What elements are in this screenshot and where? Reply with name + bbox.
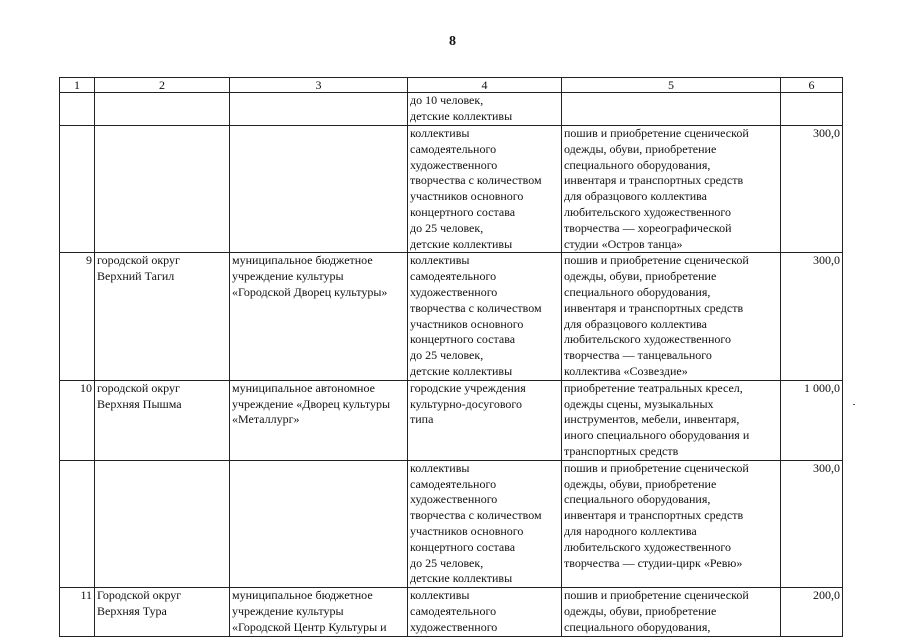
table-row [60, 93, 843, 126]
purpose-cell [562, 93, 781, 126]
amount-cell: 300,0 [781, 253, 843, 380]
purpose-cell: приобретение театральных кресел, одежды сцены, музыкальных инструментов, мебели, инвентаря, иного специального оборудования и транспортных средств [562, 380, 781, 460]
page-number: 8 [449, 34, 456, 49]
institution-cell: муниципальное бюджетное учреждение культуры «Городской Дворец культуры» [230, 253, 408, 380]
amount-cell: 200,0 [781, 588, 843, 636]
row-number [60, 126, 95, 253]
category-cell: коллективы самодеятельного художественного творчества с количеством участников основного концертного состава до 25 человек, детские коллективы [408, 460, 562, 587]
institution-cell [230, 93, 408, 126]
row-number: 11 [60, 588, 95, 636]
row-number: 9 [60, 253, 95, 380]
municipality-cell [95, 93, 230, 126]
col-header-2: 2 [95, 78, 230, 93]
municipality-cell: Городской округ Верхняя Тура [95, 588, 230, 636]
funding-table [59, 77, 843, 637]
municipality-cell [95, 126, 230, 253]
scan-speck [853, 404, 855, 405]
category-cell: до 10 человек, детские коллективы [408, 93, 562, 126]
table-row [60, 126, 843, 253]
table-row [60, 588, 843, 636]
institution-cell [230, 460, 408, 587]
row-number [60, 460, 95, 587]
col-header-1: 1 [60, 78, 95, 93]
institution-cell [230, 126, 408, 253]
amount-cell: 300,0 [781, 460, 843, 587]
col-header-6: 6 [781, 78, 843, 93]
col-header-5: 5 [562, 78, 781, 93]
purpose-cell: пошив и приобретение сценической одежды, обуви, приобретение специального оборудования, инвентаря и транспортных средств для образцового коллектива любительского художественного творчества — хореографической студии «Остров танца» [562, 126, 781, 253]
purpose-cell: пошив и приобретение сценической одежды, обуви, приобретение специального оборудования, [562, 588, 781, 636]
col-header-3: 3 [230, 78, 408, 93]
amount-cell [781, 93, 843, 126]
category-cell: коллективы самодеятельного художественного [408, 588, 562, 636]
category-cell: коллективы самодеятельного художественного творчества с количеством участников основного концертного состава до 25 человек, детские коллективы [408, 253, 562, 380]
purpose-cell: пошив и приобретение сценической одежды, обуви, приобретение специального оборудования, инвентаря и транспортных средств для народного коллектива любительского художественного творчества — студии-цирк «Ревю» [562, 460, 781, 587]
category-cell: городские учреждения культурно-досугового типа [408, 380, 562, 460]
header-row [60, 78, 843, 93]
amount-cell: 300,0 [781, 126, 843, 253]
purpose-cell: пошив и приобретение сценической одежды, обуви, приобретение специального оборудования, инвентаря и транспортных средств для образцового коллектива любительского художественного творчества — танцевального коллектива «Созвездие» [562, 253, 781, 380]
institution-cell: муниципальное автономное учреждение «Дворец культуры «Металлург» [230, 380, 408, 460]
category-cell: коллективы самодеятельного художественного творчества с количеством участников основного концертного состава до 25 человек, детские коллективы [408, 126, 562, 253]
municipality-cell [95, 460, 230, 587]
table-row [60, 460, 843, 587]
amount-cell: 1 000,0 [781, 380, 843, 460]
municipality-cell: городской округ Верхняя Пышма [95, 380, 230, 460]
row-number [60, 93, 95, 126]
row-number: 10 [60, 380, 95, 460]
institution-cell: муниципальное бюджетное учреждение культуры «Городской Центр Культуры и [230, 588, 408, 636]
table-row [60, 253, 843, 380]
col-header-4: 4 [408, 78, 562, 93]
municipality-cell: городской округ Верхний Тагил [95, 253, 230, 380]
table-row [60, 380, 843, 460]
